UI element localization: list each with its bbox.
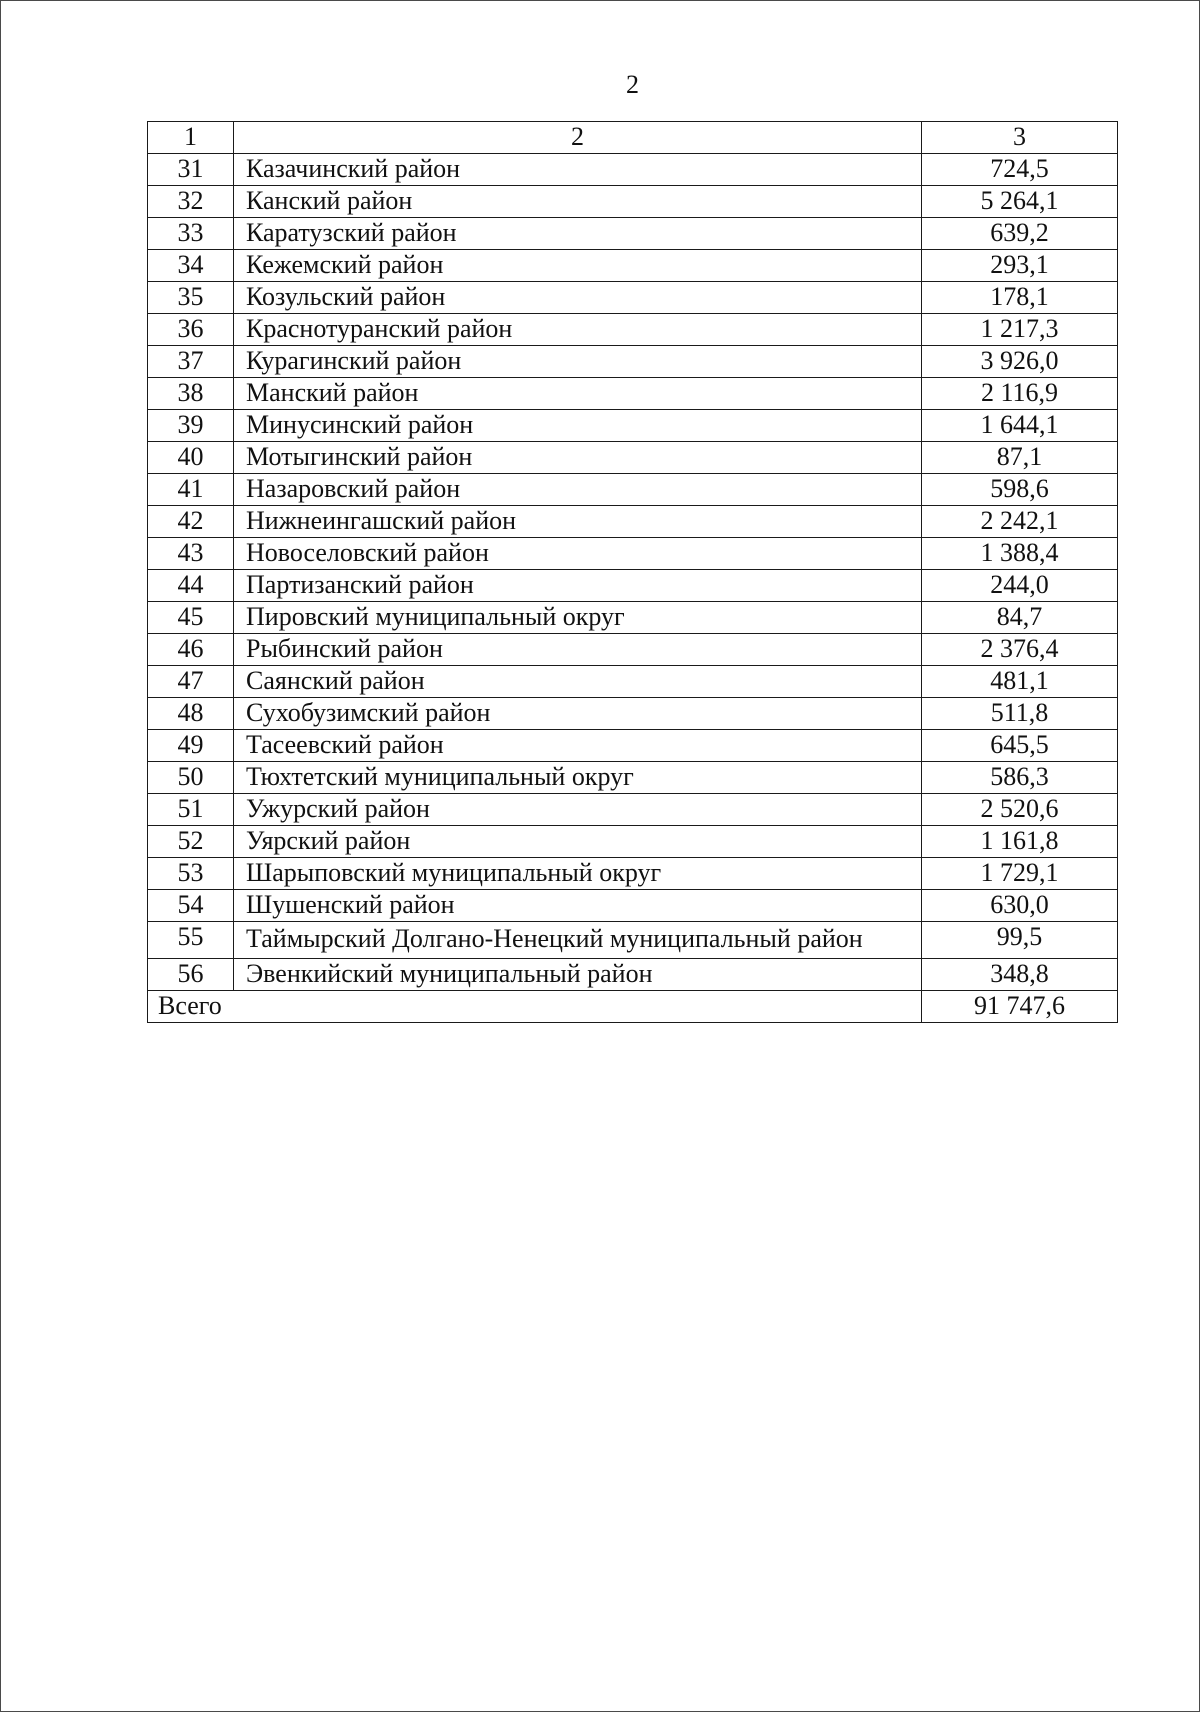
row-name: Сухобузимский район [234,698,922,730]
row-name: Шушенский район [234,890,922,922]
header-cell-name: 2 [234,122,922,154]
row-value: 99,5 [922,922,1118,959]
row-value: 244,0 [922,570,1118,602]
row-value: 2 520,6 [922,794,1118,826]
row-name: Нижнеингашский район [234,506,922,538]
row-name: Назаровский район [234,474,922,506]
row-number: 45 [148,602,234,634]
row-number: 39 [148,410,234,442]
row-number: 49 [148,730,234,762]
row-value: 1 644,1 [922,410,1118,442]
row-name: Минусинский район [234,410,922,442]
row-number: 53 [148,858,234,890]
row-name: Курагинский район [234,346,922,378]
row-value: 87,1 [922,442,1118,474]
table-row [148,730,1118,762]
page-number: 2 [626,70,639,99]
row-number: 48 [148,698,234,730]
row-value: 586,3 [922,762,1118,794]
row-number: 42 [148,506,234,538]
row-name: Тюхтетский муниципальный округ [234,762,922,794]
row-number: 54 [148,890,234,922]
row-value: 348,8 [922,959,1118,991]
table-header-row [148,122,1118,154]
table-row [148,154,1118,186]
row-value: 3 926,0 [922,346,1118,378]
row-number: 51 [148,794,234,826]
allocation-table [147,121,1118,1023]
row-name: Шарыповский муниципальный округ [234,858,922,890]
row-number: 56 [148,959,234,991]
table-row [148,959,1118,991]
row-name: Тасеевский район [234,730,922,762]
row-number: 37 [148,346,234,378]
table-row [148,762,1118,794]
row-number: 31 [148,154,234,186]
row-name: Козульский район [234,282,922,314]
row-value: 630,0 [922,890,1118,922]
row-number: 33 [148,218,234,250]
row-number: 46 [148,634,234,666]
table-row [148,890,1118,922]
row-value: 1 388,4 [922,538,1118,570]
table-row [148,250,1118,282]
header-cell-number: 1 [148,122,234,154]
row-number: 55 [148,922,234,959]
table-row [148,634,1118,666]
table-row [148,474,1118,506]
row-name: Эвенкийский муниципальный район [234,959,922,991]
row-value: 1 161,8 [922,826,1118,858]
row-value: 1 729,1 [922,858,1118,890]
row-name: Саянский район [234,666,922,698]
row-value: 1 217,3 [922,314,1118,346]
row-name: Мотыгинский район [234,442,922,474]
row-number: 43 [148,538,234,570]
row-name: Таймырский Долгано-Ненецкий муниципальный район [234,922,922,959]
row-number: 38 [148,378,234,410]
row-name: Казачинский район [234,154,922,186]
table-row [148,570,1118,602]
table-row [148,538,1118,570]
row-value: 511,8 [922,698,1118,730]
row-number: 35 [148,282,234,314]
table-body [148,122,1118,1023]
table-row [148,602,1118,634]
table-row [148,346,1118,378]
row-value: 724,5 [922,154,1118,186]
row-number: 52 [148,826,234,858]
row-number: 40 [148,442,234,474]
row-name: Кежемский район [234,250,922,282]
row-value: 2 376,4 [922,634,1118,666]
row-number: 50 [148,762,234,794]
row-value: 84,7 [922,602,1118,634]
row-value: 598,6 [922,474,1118,506]
row-number: 36 [148,314,234,346]
row-name: Ужурский район [234,794,922,826]
table-row [148,826,1118,858]
header-cell-value: 3 [922,122,1118,154]
row-name: Каратузский район [234,218,922,250]
table-row [148,858,1118,890]
table-row [148,442,1118,474]
row-value: 293,1 [922,250,1118,282]
row-value: 5 264,1 [922,186,1118,218]
row-name: Уярский район [234,826,922,858]
table-row [148,794,1118,826]
row-name: Новоселовский район [234,538,922,570]
total-row [148,991,1118,1023]
row-value: 2 116,9 [922,378,1118,410]
row-number: 34 [148,250,234,282]
row-name: Рыбинский район [234,634,922,666]
table-row [148,186,1118,218]
row-number: 32 [148,186,234,218]
table-row [148,378,1118,410]
table-row [148,314,1118,346]
row-name: Манский район [234,378,922,410]
row-value: 2 242,1 [922,506,1118,538]
row-value: 639,2 [922,218,1118,250]
row-number: 44 [148,570,234,602]
row-number: 47 [148,666,234,698]
table-row [148,410,1118,442]
total-label: Всего [148,991,922,1023]
row-value: 481,1 [922,666,1118,698]
row-name: Краснотуранский район [234,314,922,346]
table-row [148,218,1118,250]
table-row [148,698,1118,730]
table-row [148,922,1118,959]
row-number: 41 [148,474,234,506]
table-row [148,506,1118,538]
row-value: 645,5 [922,730,1118,762]
row-name: Партизанский район [234,570,922,602]
row-name: Канский район [234,186,922,218]
row-name: Пировский муниципальный округ [234,602,922,634]
table-row [148,666,1118,698]
row-value: 178,1 [922,282,1118,314]
total-value: 91 747,6 [922,991,1118,1023]
table-row [148,282,1118,314]
